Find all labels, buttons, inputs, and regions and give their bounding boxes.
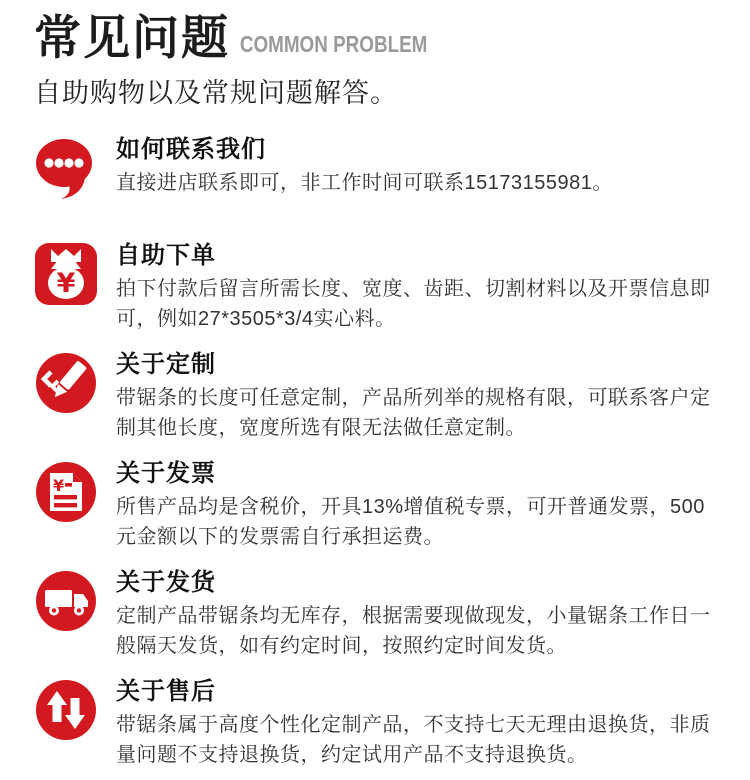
faq-item-customization (0, 349, 750, 443)
faq-item-title: 关于发票 (116, 458, 216, 488)
faq-item-body: 直接进店联系即可，非工作时间可联系15173155981。 (116, 172, 613, 195)
faq-text-block (116, 349, 720, 443)
page-subtitle-en: COMMON PROBLEM (239, 31, 428, 58)
faq-item-title: 自助下单 (116, 240, 216, 270)
pencil-edit-icon (34, 351, 98, 415)
faq-text-block (116, 676, 720, 770)
faq-item-order (0, 240, 750, 334)
title-row (34, 11, 720, 66)
svg-text:¥: ¥ (56, 268, 76, 300)
faq-item-body: 定制产品带锯条均无库存，根据需要现做现发，小量锯条工作日一般隔天发货，如有约定时间，按照约定时间发货。 (116, 605, 711, 658)
faq-text-block (116, 458, 720, 552)
faq-item-shipping (0, 567, 750, 661)
faq-item-invoice (0, 458, 750, 552)
up-down-arrows-icon (34, 678, 98, 742)
page-header (0, 0, 750, 110)
chat-bubble-icon (34, 136, 98, 200)
faq-item-body: 带锯条的长度可任意定制，产品所列举的规格有限，可联系客户定制其他长度，宽度所选有限无法做任意定制。 (116, 387, 711, 440)
faq-item-body: 带锯条属于高度个性化定制产品，不支持七天无理由退换货，非质量问题不支持退换货，约定试用产品不支持退换货。 (116, 714, 711, 767)
faq-item-body: 所售产品均是含税价，开具13%增值税专票，可开普通发票，500元金额以下的发票需自行承担运费。 (116, 496, 705, 549)
faq-list (0, 134, 750, 770)
faq-text-block (116, 567, 720, 661)
money-bag-icon (34, 242, 98, 306)
page-title: 常见问题 (34, 11, 230, 66)
faq-item-title: 如何联系我们 (116, 134, 266, 164)
faq-item-aftersales (0, 676, 750, 770)
faq-item-title: 关于发货 (116, 567, 216, 597)
faq-item-contact (0, 134, 750, 200)
faq-item-body: 拍下付款后留言所需长度、宽度、齿距、切割材料以及开票信息即可，例如27*3505*3/4实心料。 (116, 278, 711, 331)
page-tagline: 自助购物以及常规问题解答。 (34, 78, 398, 109)
faq-item-title: 关于定制 (116, 349, 216, 379)
faq-text-block (116, 134, 720, 198)
svg-text:¥: ¥ (53, 476, 65, 496)
faq-text-block (116, 240, 720, 334)
faq-item-title: 关于售后 (116, 676, 216, 706)
delivery-truck-icon (34, 569, 98, 633)
invoice-receipt-icon (34, 460, 98, 524)
